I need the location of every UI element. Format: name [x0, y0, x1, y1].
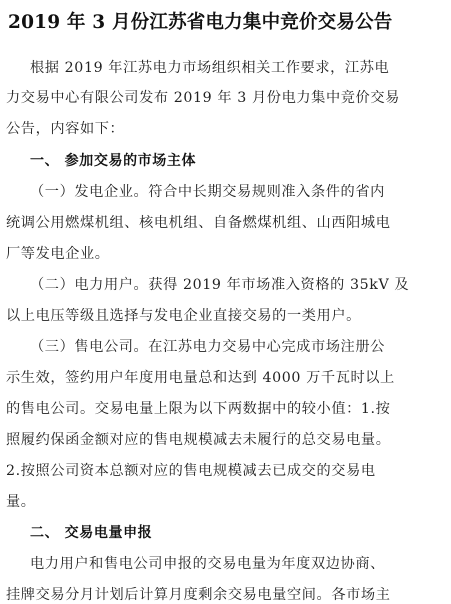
intro-line-1: 根据 2019 年江苏电力市场组织相关工作要求，江苏电: [30, 60, 390, 76]
item-3-line-6: 量。: [6, 494, 36, 510]
item-2-line-1: （二）电力用户。获得 2019 年市场准入资格的 35kV 及: [30, 277, 410, 293]
item-3-line-4: 照履约保函金额对应的售电规模减去未履行的总交易电量。: [6, 432, 391, 448]
document-title: 2019 年 3 月份江苏省电力集中竞价交易公告: [8, 12, 393, 33]
section-2-heading: 二、 交易电量申报: [30, 525, 153, 541]
item-3-line-1: （三）售电公司。在江苏电力交易中心完成市场注册公: [30, 339, 385, 355]
item-2-line-2: 以上电压等级且选择与发电企业直接交易的一类用户。: [6, 308, 361, 324]
item-3-line-2: 示生效，签约用户年度用电量总和达到 4000 万千瓦时以上: [6, 370, 395, 386]
intro-line-2: 力交易中心有限公司发布 2019 年 3 月份电力集中竞价交易: [6, 90, 400, 106]
item-3-line-3: 的售电公司。交易电量上限为以下两数据中的较小值：1.按: [6, 401, 391, 417]
item-1-line-2: 统调公用燃煤机组、核电机组、自备燃煤机组、山西阳城电: [6, 215, 391, 231]
section-2-line-2: 挂牌交易分月计划后计算月度剩余交易电量空间。各市场主: [6, 587, 391, 603]
section-2-line-1: 电力用户和售电公司申报的交易电量为年度双边协商、: [30, 556, 385, 572]
item-1-line-1: （一）发电企业。符合中长期交易规则准入条件的省内: [30, 184, 385, 200]
item-3-line-5: 2.按照公司资本总额对应的售电规模减去已成交的交易电: [6, 463, 376, 479]
item-1-line-3: 厂等发电企业。: [6, 246, 110, 262]
section-1-heading: 一、 参加交易的市场主体: [30, 153, 197, 169]
intro-line-3: 公告，内容如下：: [6, 121, 125, 137]
